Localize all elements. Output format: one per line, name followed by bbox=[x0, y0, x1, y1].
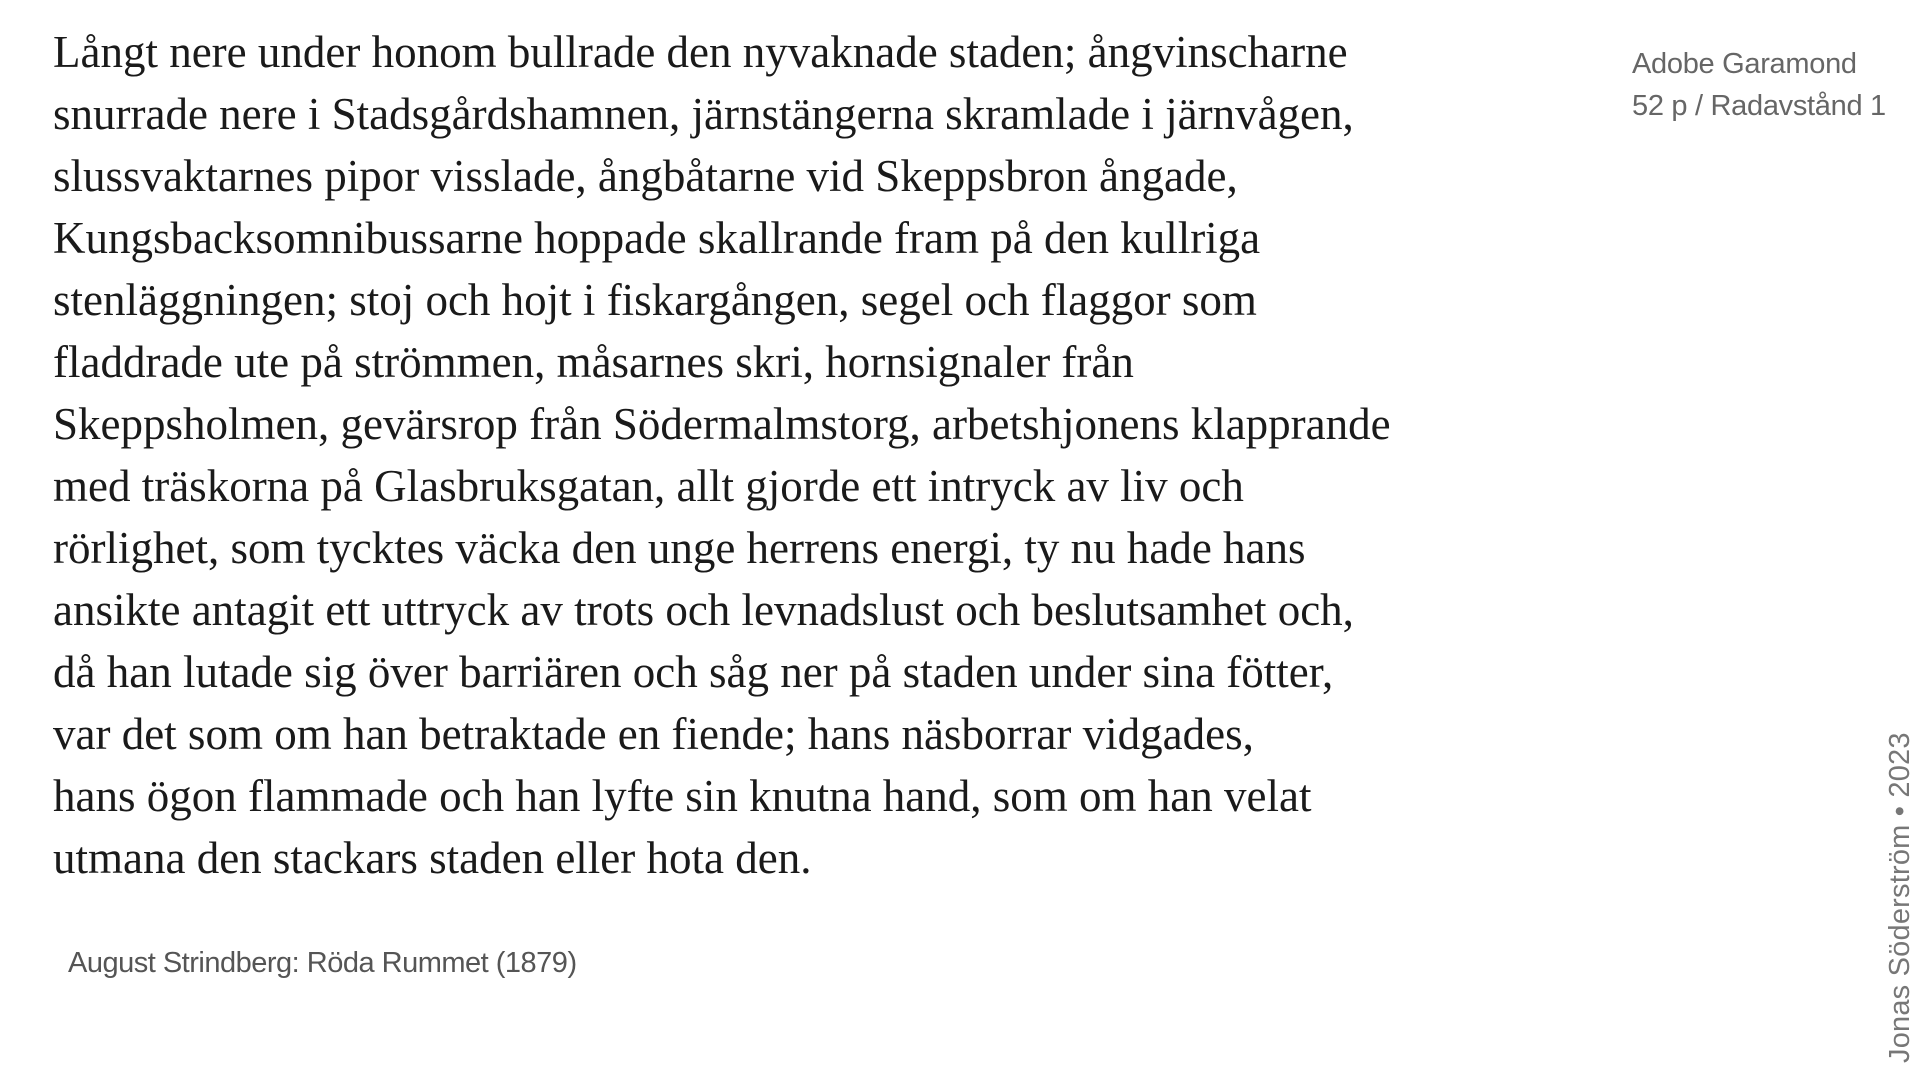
passage-text bbox=[53, 21, 1573, 889]
passage-line: rörlighet, som tycktes väcka den unge herrens energi, ty nu hade hans bbox=[53, 523, 1306, 573]
passage-line: fladdrade ute på strömmen, måsarnes skri, hornsignaler från bbox=[53, 337, 1134, 387]
passage-line: då han lutade sig över barriären och såg ner på staden under sina fötter, bbox=[53, 647, 1334, 697]
passage-line: stenläggningen; stoj och hojt i fiskargången, segel och flaggor som bbox=[53, 275, 1257, 325]
passage-line: Kungsbacksomnibussarne hoppade skallrande fram på den kullriga bbox=[53, 213, 1261, 263]
passage-line: Långt nere under honom bullrade den nyvaknade staden; ångvinscharne bbox=[53, 27, 1348, 77]
passage-line: med träskorna på Glasbruksgatan, allt gjorde ett intryck av liv och bbox=[53, 461, 1244, 511]
passage-line: utmana den stackars staden eller hota den. bbox=[53, 833, 812, 883]
author-credit: Jonas Söderström • 2023 bbox=[1884, 732, 1916, 1063]
font-spec: 52 p / Radavstånd 1 bbox=[1632, 90, 1886, 122]
font-info bbox=[1632, 43, 1886, 127]
passage-line: ansikte antagit ett uttryck av trots och levnadslust och beslutsamhet och, bbox=[53, 585, 1354, 635]
passage-line: snurrade nere i Stadsgårdshamnen, järnstängerna skramlade i järnvågen, bbox=[53, 89, 1354, 139]
passage-line: hans ögon flammade och han lyfte sin knutna hand, som om han velat bbox=[53, 771, 1312, 821]
passage-line: slussvaktarnes pipor visslade, ångbåtarne vid Skeppsbron ångade, bbox=[53, 151, 1238, 201]
source-attribution: August Strindberg: Röda Rummet (1879) bbox=[68, 947, 577, 979]
font-name: Adobe Garamond bbox=[1632, 48, 1857, 80]
passage-line: var det som om han betraktade en fiende; hans näsborrar vidgades, bbox=[53, 709, 1254, 759]
passage-line: Skeppsholmen, gevärsrop från Södermalmstorg, arbetshjonens klapprande bbox=[53, 399, 1391, 449]
